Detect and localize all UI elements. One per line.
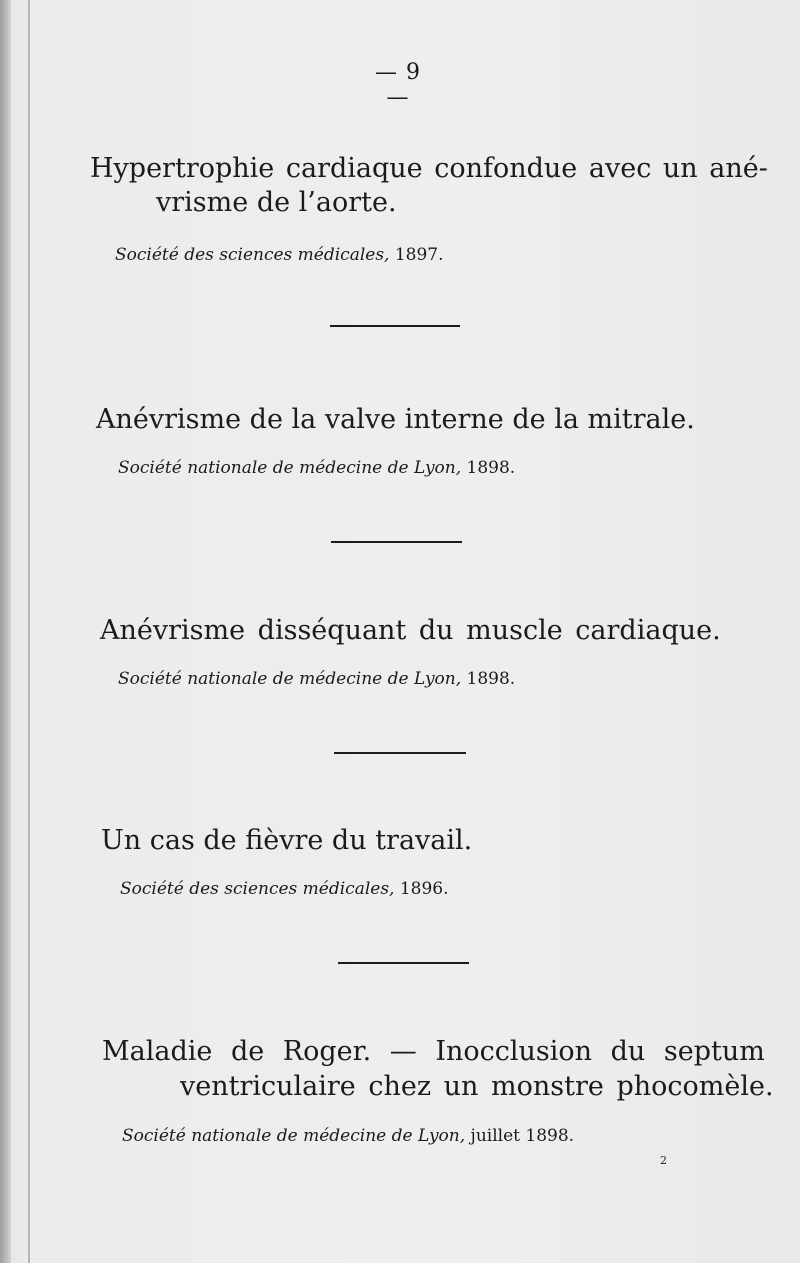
entry-4-title: Un cas de fièvre du travail. xyxy=(101,825,473,856)
separator-rule-3 xyxy=(334,752,466,754)
entry-3-source-society: Société nationale de médecine de Lyon, xyxy=(118,669,462,689)
entry-1-source-year: 1897. xyxy=(394,245,444,265)
separator-rule-4 xyxy=(338,962,469,964)
entry-1-title-line-1: Hypertrophie cardiaque confondue avec un ané- xyxy=(90,153,768,184)
entry-3-source xyxy=(118,667,515,691)
entry-2-source-society: Société nationale de médecine de Lyon, xyxy=(118,458,462,478)
entry-2-source-year: 1898. xyxy=(466,458,516,478)
entry-1-source-society: Société des sciences médicales, xyxy=(115,245,390,265)
entry-3-title: Anévrisme disséquant du muscle cardiaque. xyxy=(100,615,721,646)
entry-5-source xyxy=(122,1124,574,1148)
entry-4-source xyxy=(120,877,449,901)
gutter-line xyxy=(28,0,30,1263)
entry-5-title-line-2: ventriculaire chez un monstre phocomèle. xyxy=(180,1071,774,1102)
entry-3-source-year: 1898. xyxy=(466,669,516,689)
book-binding-edge xyxy=(0,0,11,1263)
entry-5-title-line-1: Maladie de Roger. — Inocclusion du septum xyxy=(102,1036,765,1067)
entry-2-source xyxy=(118,456,515,480)
separator-rule-1 xyxy=(330,325,460,327)
entry-4-source-year: 1896. xyxy=(399,879,449,899)
separator-rule-2 xyxy=(331,541,462,543)
entry-1-source xyxy=(115,243,444,267)
entry-1-title-line-2: vrisme de l’aorte. xyxy=(156,187,397,218)
signature-mark: 2 xyxy=(660,1154,667,1167)
entry-5-source-society: Société nationale de médecine de Lyon, xyxy=(122,1126,466,1146)
entry-5-source-year: juillet 1898. xyxy=(470,1126,575,1146)
entry-4-source-society: Société des sciences médicales, xyxy=(120,879,395,899)
entry-2-title: Anévrisme de la valve interne de la mitrale. xyxy=(96,404,695,435)
page-number: — 9 — xyxy=(375,60,421,110)
